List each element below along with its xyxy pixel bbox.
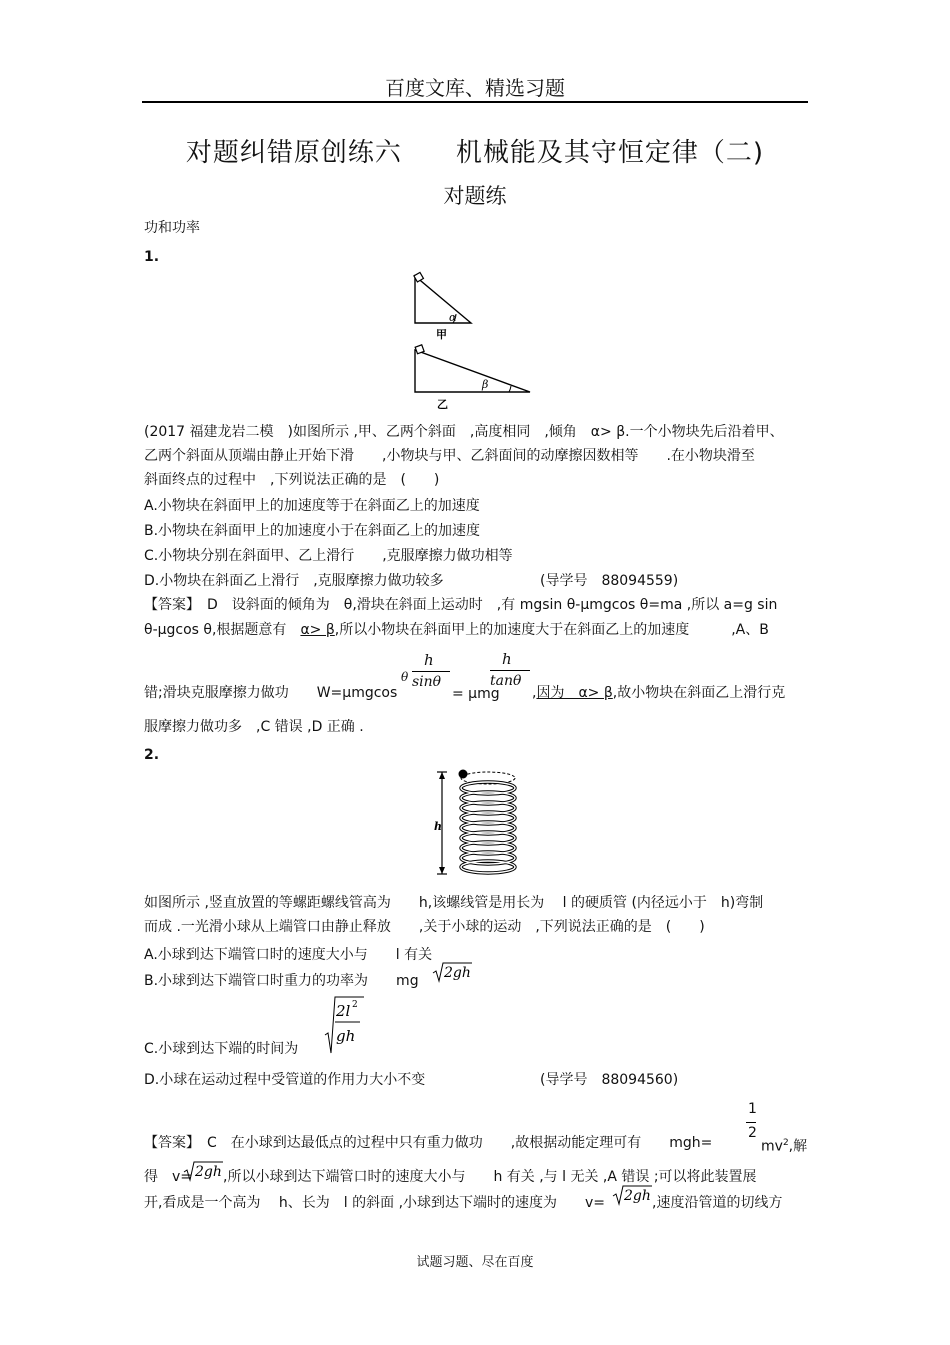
q2-option-c-exponent: 2 (352, 1000, 358, 1010)
q2-guide-number: (导学号 88094560) (540, 1072, 679, 1088)
q1-stem-line-3: 斜面终点的过程中 ,下列说法正确的是 ( ) (144, 472, 440, 488)
q2-half-bar (746, 1122, 756, 1123)
section-heading: 功和功率 (144, 220, 200, 236)
q2-answer-sqrt-1 (183, 1160, 223, 1182)
question-number-2: 2. (144, 747, 160, 763)
q2-answer-sqrt-2-radicand: 2gh (624, 1188, 651, 1204)
q2-answer-mv-exp: 2 (782, 1138, 789, 1148)
q1-option-d: D.小物块在斜面乙上滑行 ,克服摩擦力做功较多 (144, 573, 444, 589)
q2-answer-line-1-tail (761, 1134, 807, 1156)
q1-option-a: A.小物块在斜面甲上的加速度等于在斜面乙上的加速度 (144, 498, 480, 514)
q1-answer-line-2 (144, 621, 769, 639)
q2-answer-line-3a: 开,看成是一个高为 h、长为 l 的斜面 ,小球到达下端时的速度为 v= (144, 1195, 606, 1211)
q2-half-denominator: 2 (748, 1125, 757, 1141)
angle-alpha-label: α (449, 311, 457, 324)
spiral-tube-figure (430, 766, 530, 878)
q1-frac1-denominator: sinθ (412, 674, 442, 690)
q1-frac2-bar (490, 670, 530, 671)
q1-answer-line-2a: θ-μgcos θ,根据题意有 (144, 622, 301, 638)
q1-answer-line-1: 【答案】 D 设斜面的倾角为 θ,滑块在斜面上运动时 ,有 mgsin θ-μmgcos θ=ma ,所以 a=g sin (144, 597, 778, 613)
q1-answer-line-4: 服摩擦力做功多 ,C 错误 ,D 正确 . (144, 719, 364, 735)
q1-frac2-numerator: h (502, 650, 512, 668)
header-rule (142, 101, 808, 103)
q1-frac2-denominator: tanθ (490, 673, 522, 689)
q2-answer-line-1: 【答案】 C 在小球到达最低点的过程中只有重力做功 ,故根据动能定理可有 mgh= (144, 1135, 713, 1151)
q1-answer-condition: α> β (300, 622, 335, 638)
q1-answer-theta: θ (401, 670, 409, 684)
q1-option-c: C.小物块分别在斜面甲、乙上滑行 ,克服摩擦力做功相等 (144, 548, 513, 564)
q2-stem-line-2: 而成 .一光滑小球从上端管口由静止释放 ,关于小球的运动 ,下列说法正确的是 ( ) (144, 919, 705, 935)
q2-option-a: A.小球到达下端管口时的速度大小与 l 有关 (144, 947, 433, 963)
q2-answer-mv: mv (761, 1138, 783, 1155)
q2-option-d: D.小球在运动过程中受管道的作用力大小不变 (144, 1072, 426, 1088)
q2-answer-line-2a: 得 v= (144, 1169, 193, 1185)
q2-half-numerator: 1 (748, 1101, 757, 1117)
q1-answer-line-2b: ,所以小物块在斜面甲上的加速度大于在斜面乙上的加速度 ,A、B (334, 622, 769, 638)
q2-option-b: B.小球到达下端管口时重力的功率为 mg (144, 973, 419, 989)
q2-answer-jie: ,解 (788, 1138, 808, 1155)
page-footer: 试题习题、尽在百度 (416, 1255, 534, 1270)
q2-option-c-sqrt (324, 995, 364, 1057)
q1-answer-eq: = μmg (452, 686, 500, 702)
q1-answer-line-3-end: ,因为 α> β,故小物块在斜面乙上滑行克 (532, 685, 786, 701)
q1-guide-number: (导学号 88094559) (540, 573, 679, 589)
q1-answer-line-3b: ,故小物块在斜面乙上滑行克 (612, 685, 786, 701)
q2-answer-line-3b: ,速度沿管道的切线方 (652, 1195, 783, 1211)
q1-frac1-bar (412, 671, 450, 672)
q1-stem-line-2: 乙两个斜面从顶端由静止开始下滑 ,小物块与甲、乙斜面间的动摩擦因数相等 .在小物块滑至 (144, 448, 755, 464)
q2-option-c: C.小球到达下端的时间为 (144, 1041, 299, 1057)
q2-option-b-radicand: 2gh (444, 965, 471, 981)
q2-option-b-sqrt (432, 961, 472, 983)
q1-answer-line-3a: 错;滑块克服摩擦力做功 W=μmgcos (144, 685, 398, 701)
angle-beta-label: β (482, 378, 489, 391)
q1-answer-because: 因为 α> β (536, 685, 613, 701)
document-subtitle: 对题练 (443, 184, 507, 208)
question-number-1: 1. (144, 249, 160, 265)
figure-label-yi: 乙 (437, 398, 448, 410)
height-label-h: h (434, 820, 442, 833)
q1-option-b: B.小物块在斜面甲上的加速度小于在斜面乙上的加速度 (144, 523, 481, 539)
q2-option-c-denominator: gh (336, 1027, 356, 1045)
q1-frac1-numerator: h (424, 651, 434, 669)
incline-figure (405, 268, 540, 410)
figure-label-jia: 甲 (436, 328, 447, 341)
q2-answer-sqrt-2 (612, 1184, 652, 1206)
page-header: 百度文库、精选习题 (385, 76, 565, 100)
q2-answer-line-2b: ,所以小球到达下端管口时的速度大小与 h 有关 ,与 l 无关 ,A 错误 ;可以将此装置展 (223, 1169, 757, 1185)
q2-option-c-numerator: 2l (336, 1002, 351, 1020)
q2-answer-sqrt-1-radicand: 2gh (195, 1164, 222, 1180)
q2-stem-line-1: 如图所示 ,竖直放置的等螺距螺线管高为 h,该螺线管是用长为 l 的硬质管 (内径远小于 h)弯制 (144, 895, 764, 911)
document-title: 对题纠错原创练六 机械能及其守恒定律（二) (185, 138, 765, 168)
q1-stem-line-1: (2017 福建龙岩二模 )如图所示 ,甲、乙两个斜面 ,高度相同 ,倾角 α> β.一个小物块先后沿着甲、 (144, 424, 784, 440)
